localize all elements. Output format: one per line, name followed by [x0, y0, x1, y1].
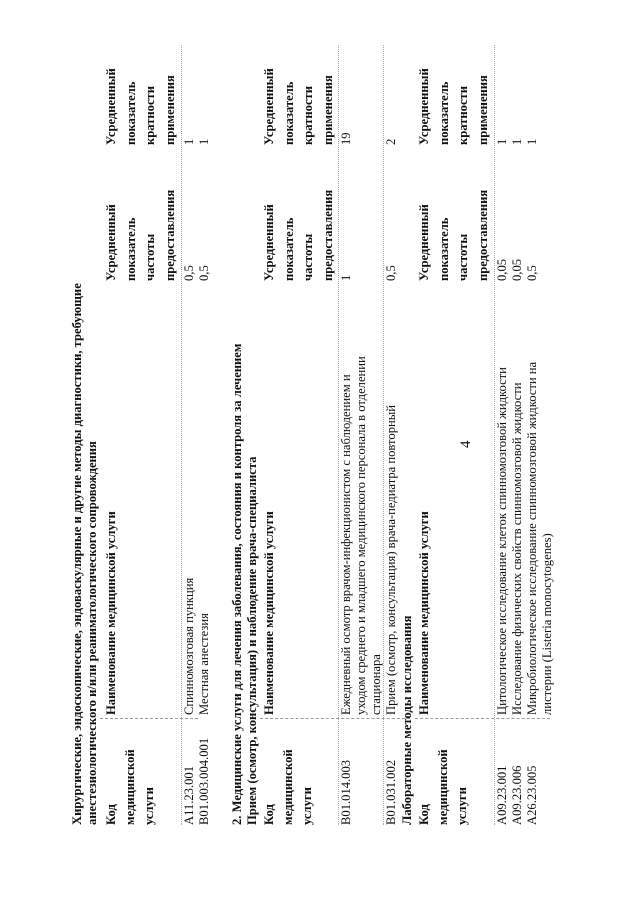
column-header-frequency: Усредненный показатель частоты предоставления — [104, 189, 177, 281]
service-code: A09.23.006 — [510, 765, 524, 825]
frequency-value: 0,5 — [197, 265, 211, 281]
column-divider — [100, 717, 198, 719]
frequency-value: 0,05 — [495, 258, 509, 281]
service-name: Спинномозговая пункция — [182, 577, 196, 715]
column-header-multiplicity: Усредненный показатель кратности применения — [417, 68, 490, 145]
column-header-multiplicity: Усредненный показатель кратности применения — [262, 68, 335, 145]
service-name: Цитологическое исследование клеток спинномозговой жидкости — [495, 367, 509, 715]
column-header-multiplicity: Усредненный показатель кратности применения — [104, 68, 177, 145]
column-header-code: Код медицинской услуги — [417, 749, 469, 825]
multiplicity-value: 1 — [495, 138, 509, 145]
multiplicity-value: 2 — [384, 138, 398, 145]
frequency-value: 0,5 — [182, 265, 196, 281]
service-code: B01.014.003 — [339, 759, 353, 825]
column-divider — [415, 717, 550, 719]
section-1-title-line-2: анестезиологического и/или реаниматологического сопровождения — [85, 441, 99, 825]
column-divider — [260, 717, 410, 719]
frequency-value: 0,5 — [525, 265, 539, 281]
frequency-value: 0,5 — [384, 265, 398, 281]
service-name: Микробиологическое исследование спинномозговой жидкости на листерии (Listeria monocytogenes) — [525, 361, 555, 715]
service-code: B01.031.002 — [384, 759, 398, 825]
column-header-code: Код медицинской услуги — [262, 749, 314, 825]
column-header-frequency: Усредненный показатель частоты предоставления — [417, 189, 490, 281]
column-header-code: Код медицинской услуги — [104, 749, 156, 825]
service-code: A26.23.005 — [525, 765, 539, 825]
service-code: A09.23.001 — [495, 765, 509, 825]
service-name: Местная анестезия — [197, 613, 211, 715]
section-1-title-line-1: Хирургические, эндоскопические, эндоваскулярные и другие методы диагностики, требующие — [70, 283, 84, 825]
multiplicity-value: 19 — [339, 132, 353, 145]
multiplicity-value: 1 — [510, 138, 524, 145]
frequency-value: 1 — [339, 274, 353, 281]
section-2-title-line-1: 2. Медицинские услуги для лечения заболевания, состояния и контроля за лечением — [230, 343, 244, 825]
column-header-name: Наименование медицинской услуги — [417, 511, 431, 715]
frequency-value: 0,05 — [510, 258, 524, 281]
service-name: Прием (осмотр, консультация) врача-педиатра повторный — [384, 405, 398, 715]
section-2-title-line-2: Прием (осмотр, консультация) и наблюдение врача-специалиста — [245, 456, 259, 825]
column-header-frequency: Усредненный показатель частоты предоставления — [262, 189, 335, 281]
multiplicity-value: 1 — [197, 138, 211, 145]
multiplicity-value: 1 — [525, 138, 539, 145]
service-code: A11.23.001 — [182, 765, 196, 825]
column-header-name: Наименование медицинской услуги — [104, 511, 118, 715]
page-number: 4 — [458, 440, 474, 448]
column-header-name: Наименование медицинской услуги — [262, 511, 276, 715]
rotated-page-content — [70, 45, 560, 825]
multiplicity-value: 1 — [182, 138, 196, 145]
section-3-title: Лабораторные методы исследования — [400, 615, 414, 825]
service-code: B01.003.004.001 — [197, 737, 211, 825]
service-name: Исследование физических свойств спинномозговой жидкости — [510, 382, 524, 715]
service-name: Ежедневный осмотр врачом-инфекционистом с наблюдением и уходом среднего и младшего медицинского персонала в отделении стационара — [339, 356, 384, 715]
